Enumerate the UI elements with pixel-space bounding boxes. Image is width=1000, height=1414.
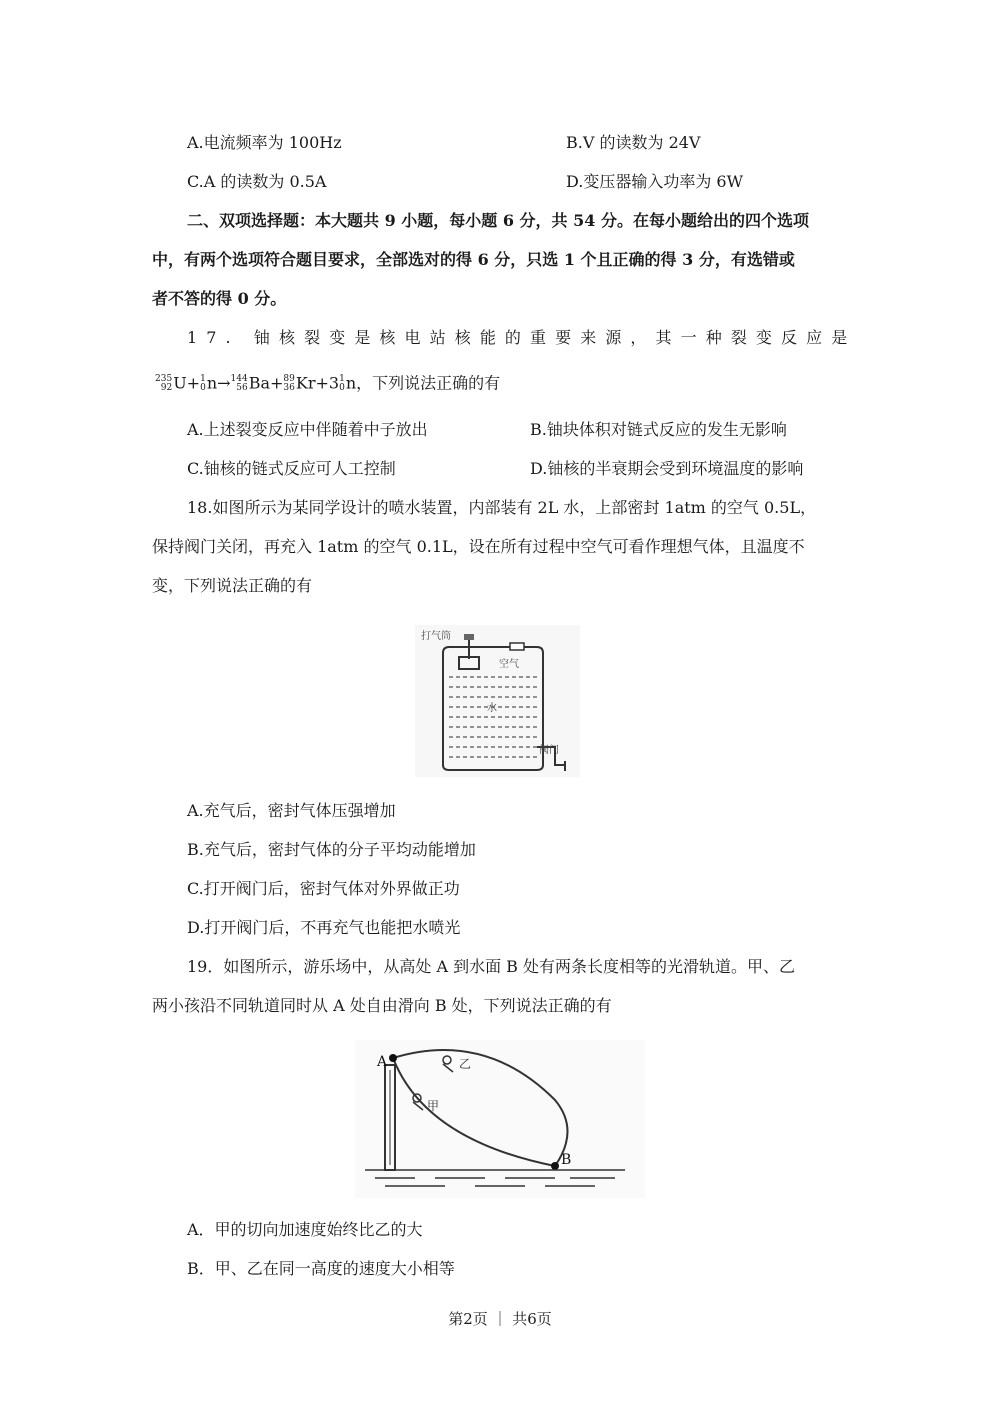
air-label: 空气 <box>499 659 519 670</box>
n2-z: 0 <box>339 382 345 393</box>
q17-equation <box>155 371 500 396</box>
q18-line2: 保持阀门关闭，再充入 1atm 的空气 0.1L，设在所有过程中空气可看作理想气体，且温度不 <box>152 537 805 556</box>
n2-symbol: n <box>345 373 357 393</box>
section2-line2: 中，有两个选项符合题目要求，全部选对的得 6 分，只选 1 个且正确的得 3 分，有选错或 <box>152 250 795 269</box>
plus-2: + <box>270 373 284 393</box>
valve-label: 阀门 <box>539 745 559 756</box>
q16-option-b: B.V 的读数为 24V <box>566 133 701 152</box>
kr-mass: 89 <box>283 373 295 384</box>
point-b-dot <box>551 1162 559 1170</box>
q16-option-a: A.电流频率为 100Hz <box>187 133 342 152</box>
n1-z: 0 <box>200 382 206 393</box>
kr-z: 36 <box>283 382 295 393</box>
q18-option-b: B.充气后，密封气体的分子平均动能增加 <box>187 840 476 859</box>
section2-line3: 者不答的得 0 分。 <box>152 289 287 308</box>
q17-option-c: C.铀核的链式反应可人工控制 <box>187 459 396 478</box>
plus-1: + <box>186 373 201 393</box>
u-symbol: U <box>173 373 187 393</box>
ba-z: 56 <box>236 382 248 393</box>
point-a-label: A <box>377 1054 388 1070</box>
q16-option-c: C.A 的读数为 0.5A <box>187 172 327 191</box>
u-mass: 235 <box>155 373 173 384</box>
q17-stem-tail: ，下列说法正确的有 <box>356 373 501 393</box>
ba-mass: 144 <box>230 373 248 384</box>
n1-mass: 1 <box>200 373 206 384</box>
section2-line1: 二、双项选择题：本大题共 9 小题，每小题 6 分，共 54 分。在每小题给出的四个选项 <box>187 211 809 230</box>
q19-option-a: A．甲的切向加速度始终比乙的大 <box>187 1220 423 1239</box>
page-footer: 第2页 ｜ 共6页 <box>448 1310 552 1328</box>
water-label: 水 <box>487 703 497 714</box>
kr-symbol: Kr <box>295 373 316 393</box>
ba-symbol: Ba <box>248 373 271 393</box>
q18-line3: 变，下列说法正确的有 <box>152 576 313 595</box>
q18-spray-device-figure <box>415 625 580 777</box>
q18-option-d: D.打开阀门后，不再充气也能把水喷光 <box>187 918 461 937</box>
q19-option-b: B．甲、乙在同一高度的速度大小相等 <box>187 1259 455 1278</box>
point-a-dot <box>389 1054 397 1062</box>
q18-option-c: C.打开阀门后，密封气体对外界做正功 <box>187 879 460 898</box>
arrow: → <box>217 373 231 393</box>
q17-option-d: D.铀核的半衰期会受到环境温度的影响 <box>530 459 804 478</box>
child-jia-label: 甲 <box>427 1099 440 1113</box>
q17-option-b: B.铀块体积对链式反应的发生无影响 <box>530 420 787 439</box>
q19-line2: 两小孩沿不同轨道同时从 A 处自由滑向 B 处，下列说法正确的有 <box>152 996 612 1015</box>
q16-option-d: D.变压器输入功率为 6W <box>566 172 744 191</box>
tank-cap-icon <box>510 643 524 650</box>
n2-mass: 1 <box>339 373 345 384</box>
q17-stem-line1: 17. 铀核裂变是核电站核能的重要来源，其一种裂变反应是 <box>187 328 857 347</box>
q18-line1: 18.如图所示为某同学设计的喷水装置，内部装有 2L 水，上部密封 1atm 的空气 0.5L， <box>187 498 817 517</box>
u-z: 92 <box>160 382 173 393</box>
q19-slide-figure <box>355 1040 645 1198</box>
child-yi-label: 乙 <box>459 1057 472 1071</box>
q17-option-a: A.上述裂变反应中伴随着中子放出 <box>187 420 428 439</box>
plus-3: +3 <box>315 373 340 393</box>
q18-option-a: A.充气后，密封气体压强增加 <box>187 801 396 820</box>
q19-line1: 19．如图所示，游乐场中，从高处 A 到水面 B 处有两条长度相等的光滑轨道。甲、乙 <box>187 957 796 976</box>
pump-label: 打气筒 <box>421 631 451 642</box>
point-b-label: B <box>561 1152 572 1168</box>
n1-symbol: n <box>206 373 218 393</box>
